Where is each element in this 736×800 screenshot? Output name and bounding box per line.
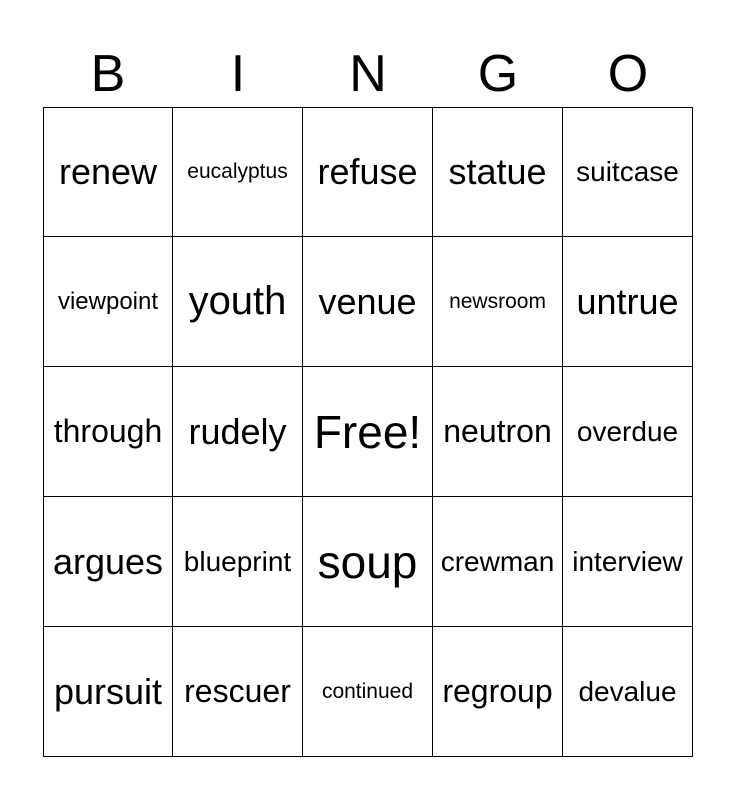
bingo-cell[interactable]: devalue (563, 627, 693, 757)
header-letter-n: N (349, 45, 387, 103)
bingo-cell[interactable]: pursuit (43, 627, 173, 757)
bingo-cell[interactable]: crewman (433, 497, 563, 627)
bingo-board (43, 107, 693, 757)
header-letter-b: B (90, 45, 126, 103)
bingo-cell[interactable]: venue (303, 237, 433, 367)
bingo-cell[interactable]: argues (43, 497, 173, 627)
bingo-cell[interactable]: interview (563, 497, 693, 627)
header-letter-o: O (607, 45, 649, 103)
bingo-cell[interactable]: suitcase (563, 107, 693, 237)
bingo-cell[interactable]: neutron (433, 367, 563, 497)
bingo-cell[interactable]: untrue (563, 237, 693, 367)
bingo-cell[interactable]: blueprint (173, 497, 303, 627)
bingo-cell[interactable]: rudely (173, 367, 303, 497)
header-letter-g: G (477, 45, 519, 103)
free-space-cell[interactable]: Free! (303, 367, 433, 497)
bingo-cell[interactable]: refuse (303, 107, 433, 237)
bingo-cell[interactable]: viewpoint (43, 237, 173, 367)
header-letter-i: I (230, 45, 246, 103)
bingo-cell[interactable]: through (43, 367, 173, 497)
bingo-cell[interactable]: renew (43, 107, 173, 237)
bingo-cell[interactable]: newsroom (433, 237, 563, 367)
bingo-cell[interactable]: regroup (433, 627, 563, 757)
bingo-cell[interactable]: rescuer (173, 627, 303, 757)
bingo-cell[interactable]: soup (303, 497, 433, 627)
bingo-cell[interactable]: youth (173, 237, 303, 367)
bingo-cell[interactable]: statue (433, 107, 563, 237)
bingo-cell[interactable]: continued (303, 627, 433, 757)
bingo-header (43, 44, 693, 104)
bingo-cell[interactable]: overdue (563, 367, 693, 497)
bingo-cell[interactable]: eucalyptus (173, 107, 303, 237)
